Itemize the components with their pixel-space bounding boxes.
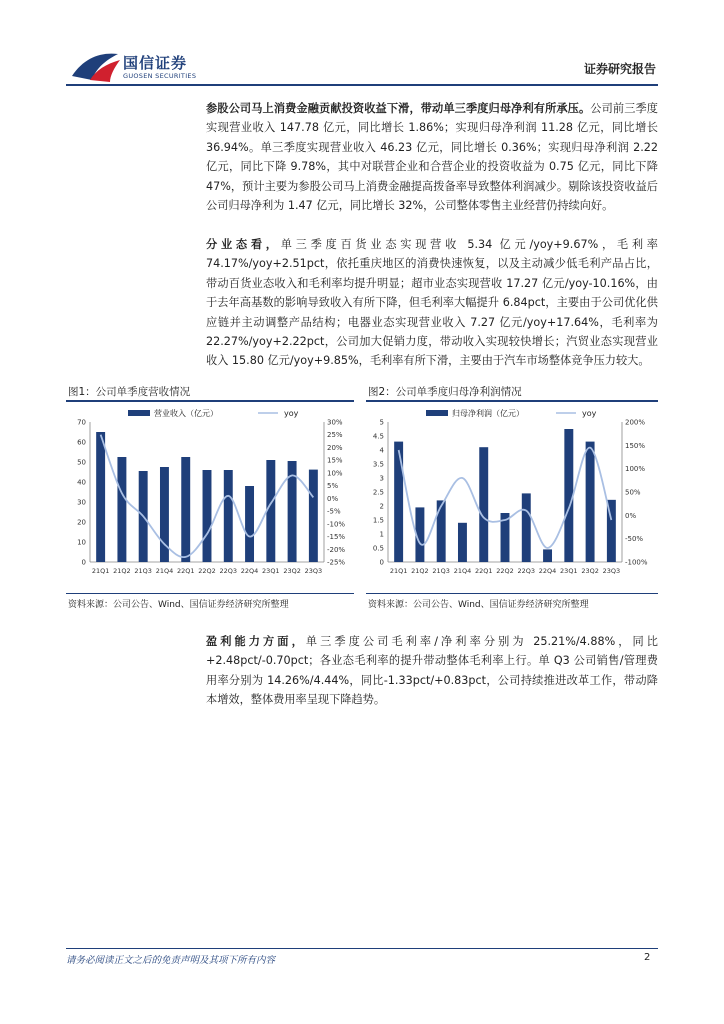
net-profit-x-tick: 22Q4 (538, 567, 557, 575)
figure2-top-rule (366, 400, 658, 402)
revenue-y-right-tick: -20% (327, 545, 346, 554)
net-profit-y-left-tick: 0.5 (372, 544, 384, 553)
revenue-y-left-tick: 20 (77, 518, 86, 527)
net-profit-x-tick: 21Q1 (389, 567, 408, 575)
revenue-y-right-tick: -25% (327, 558, 346, 567)
net-profit-bar (543, 549, 552, 562)
revenue-x-tick: 23Q3 (304, 567, 323, 575)
net-profit-x-tick: 21Q2 (411, 567, 429, 575)
report-type-label: 证券研究报告 (583, 62, 656, 76)
figure2-title: 图2：公司单季度归母净利润情况 (368, 386, 522, 398)
revenue-bar (96, 432, 105, 562)
revenue-bar (181, 457, 190, 562)
figure2-source: 资料来源：公司公告、Wind、国信证券经济研究所整理 (368, 600, 589, 610)
paragraph-segments-body: 单三季度百货业态实现营收 5.34 亿元/yoy+9.67%，毛利率 74.17%/yoy+2.51pct，依托重庆地区的消费快速恢复，以及主动减少低毛利产品占比，带动百货业态收入和毛利率均提升明显；超市业态实现营收 17.27 亿元/yoy-10.16%，由于去年高基数的影响导致收入有所下降，但毛利率大幅提升 6.84pct，主要由于公司优化供应链并主动调整产品结构；电器业态实现营业收入 7.27 亿元/yoy+17.64%，毛利率为 22.27%/yoy+2.22pct，公司加大促销力度，带动收入实现较快增长；汽贸业态实现营业收入 15.80 亿元/yoy+9.85%，毛利率有所下滑，主要由于汽车市场整体竞争压力较大。 (206, 238, 658, 368)
net-profit-bar (522, 493, 531, 562)
net-profit-x-tick: 23Q3 (602, 567, 621, 575)
net-profit-bar (437, 500, 446, 562)
net-profit-y-left-tick: 2.5 (372, 488, 384, 497)
paragraph-profitability (206, 632, 658, 710)
net-profit-x-tick: 22Q3 (517, 567, 536, 575)
page-number: 2 (644, 952, 651, 963)
net-profit-y-left-tick: 3 (379, 474, 384, 483)
revenue-bar (309, 470, 318, 562)
net-profit-y-left-tick: 0 (379, 558, 384, 567)
figure2-bottom-rule (366, 593, 658, 594)
net-profit-y-left-tick: 2 (379, 502, 384, 511)
net-profit-y-left-tick: 3.5 (372, 460, 384, 469)
revenue-y-left-tick: 0 (81, 558, 86, 567)
net-profit-y-left-tick: 1 (379, 530, 384, 539)
revenue-x-tick: 22Q3 (219, 567, 238, 575)
revenue-legend-line-label: yoy (284, 409, 299, 418)
footer-divider (66, 948, 658, 949)
revenue-x-tick: 21Q1 (91, 567, 110, 575)
net-profit-y-right-tick: 150% (625, 441, 646, 450)
figure1-bottom-rule (66, 593, 354, 594)
revenue-y-left-tick: 60 (77, 438, 86, 447)
paragraph-profit-lead: 参股公司马上消费金融贡献投资收益下滑，带动单三季度归母净利有所承压。 (206, 102, 591, 115)
figure1-top-rule (66, 400, 354, 402)
net-profit-legend-bar-label: 归母净利润（亿元） (452, 409, 524, 418)
net-profit-y-left-tick: 4 (379, 446, 384, 455)
figure1-source: 资料来源：公司公告、Wind、国信证券经济研究所整理 (68, 600, 289, 610)
header-divider (66, 84, 658, 86)
net-profit-y-left-tick: 1.5 (372, 516, 384, 525)
net-profit-y-right-tick: -100% (625, 558, 648, 567)
revenue-legend-bar-swatch (128, 410, 150, 416)
revenue-x-tick: 23Q2 (283, 567, 301, 575)
net-profit-y-right-tick: 200% (625, 418, 646, 427)
net-profit-y-right-tick: 100% (625, 465, 646, 474)
revenue-x-tick: 23Q1 (262, 567, 280, 575)
revenue-bar (266, 460, 275, 562)
paragraph-segments-lead: 分业态看， (206, 238, 281, 251)
logo-chinese-name: 国信证券 (123, 54, 188, 72)
revenue-y-left-tick: 30 (77, 498, 86, 507)
paragraph-profitability-body: 单三季度公司毛利率/净利率分别为 25.21%/4.88%，同比+2.48pct/-0.70pct；各业态毛利率的提升带动整体毛利率上行。单 Q3 公司销售/管理费用率分别为 14.26%/4.44%，同比-1.33pct/+0.83pct，公司持续推进改革工作，带动降本增效，整体费用率呈现下降趋势。 (206, 635, 658, 707)
paragraph-profit-body: 公司前三季度实现营业收入 147.78 亿元，同比增长 1.86%；实现归母净利润 11.28 亿元，同比增长 36.94%。单三季度实现营业收入 46.23 亿元，同比增长 0.36%；实现归母净利润 2.22 亿元，同比下降 9.78%，其中对联营企业和合营企业的投资收益为 0.75 亿元，同比下降 47%，预计主要为参股公司马上消费金融提高拨备率导致整体利润减少。剔除该投资收益后公司归母净利为 1.47 亿元，同比增长 32%，公司整体零售主业经营仍持续向好。 (206, 102, 658, 213)
revenue-y-right-tick: 10% (327, 469, 343, 478)
net-profit-chart (366, 404, 658, 590)
revenue-y-right-tick: 30% (327, 418, 343, 427)
net-profit-x-tick: 21Q3 (432, 567, 450, 575)
revenue-x-tick: 22Q2 (198, 567, 216, 575)
disclaimer-note: 请务必阅读正文之后的免责声明及其项下所有内容 (66, 955, 276, 966)
net-profit-y-right-tick: -50% (625, 535, 644, 544)
net-profit-y-left-tick: 5 (379, 418, 384, 427)
revenue-y-right-tick: 0% (327, 494, 339, 503)
revenue-y-left-tick: 50 (77, 458, 86, 467)
net-profit-bar (586, 442, 595, 562)
figure1-title: 图1：公司单季度营收情况 (68, 386, 191, 398)
revenue-y-right-tick: 5% (327, 482, 339, 491)
revenue-chart (66, 404, 354, 590)
net-profit-x-tick: 23Q2 (581, 567, 599, 575)
net-profit-x-tick: 22Q1 (474, 567, 493, 575)
net-profit-legend-line-label: yoy (582, 409, 597, 418)
net-profit-bar (479, 447, 488, 562)
paragraph-segments (206, 235, 658, 371)
net-profit-bar (394, 442, 403, 562)
revenue-x-tick: 21Q4 (155, 567, 174, 575)
revenue-y-right-tick: 15% (327, 456, 343, 465)
net-profit-y-right-tick: 50% (625, 488, 641, 497)
paragraph-profit (206, 99, 658, 215)
paragraph-profitability-lead: 盈利能力方面， (206, 635, 306, 648)
revenue-bar (203, 470, 212, 562)
revenue-y-right-tick: -10% (327, 520, 346, 529)
net-profit-legend-bar-swatch (426, 410, 448, 416)
net-profit-x-tick: 21Q4 (453, 567, 472, 575)
revenue-x-tick: 22Q4 (240, 567, 259, 575)
revenue-bar (224, 470, 233, 562)
net-profit-bar (564, 429, 573, 562)
revenue-x-tick: 21Q2 (113, 567, 131, 575)
net-profit-x-tick: 23Q1 (560, 567, 578, 575)
revenue-legend-bar-label: 营业收入（亿元） (154, 409, 218, 418)
revenue-y-left-tick: 10 (77, 538, 86, 547)
revenue-y-right-tick: 25% (327, 431, 343, 440)
revenue-x-tick: 21Q3 (134, 567, 152, 575)
logo-english-name: GUOSEN SECURITIES (123, 72, 197, 80)
net-profit-y-left-tick: 4.5 (372, 432, 384, 441)
revenue-bar (245, 486, 254, 562)
revenue-y-left-tick: 40 (77, 478, 86, 487)
net-profit-x-tick: 22Q2 (496, 567, 514, 575)
net-profit-bar (458, 523, 467, 562)
revenue-y-right-tick: -5% (327, 507, 341, 516)
revenue-x-tick: 22Q1 (176, 567, 195, 575)
revenue-y-left-tick: 70 (77, 418, 86, 427)
revenue-bar (117, 457, 126, 562)
net-profit-y-right-tick: 0% (625, 511, 637, 520)
revenue-y-right-tick: 20% (327, 443, 343, 452)
revenue-y-right-tick: -15% (327, 533, 346, 542)
page-header (0, 0, 724, 90)
